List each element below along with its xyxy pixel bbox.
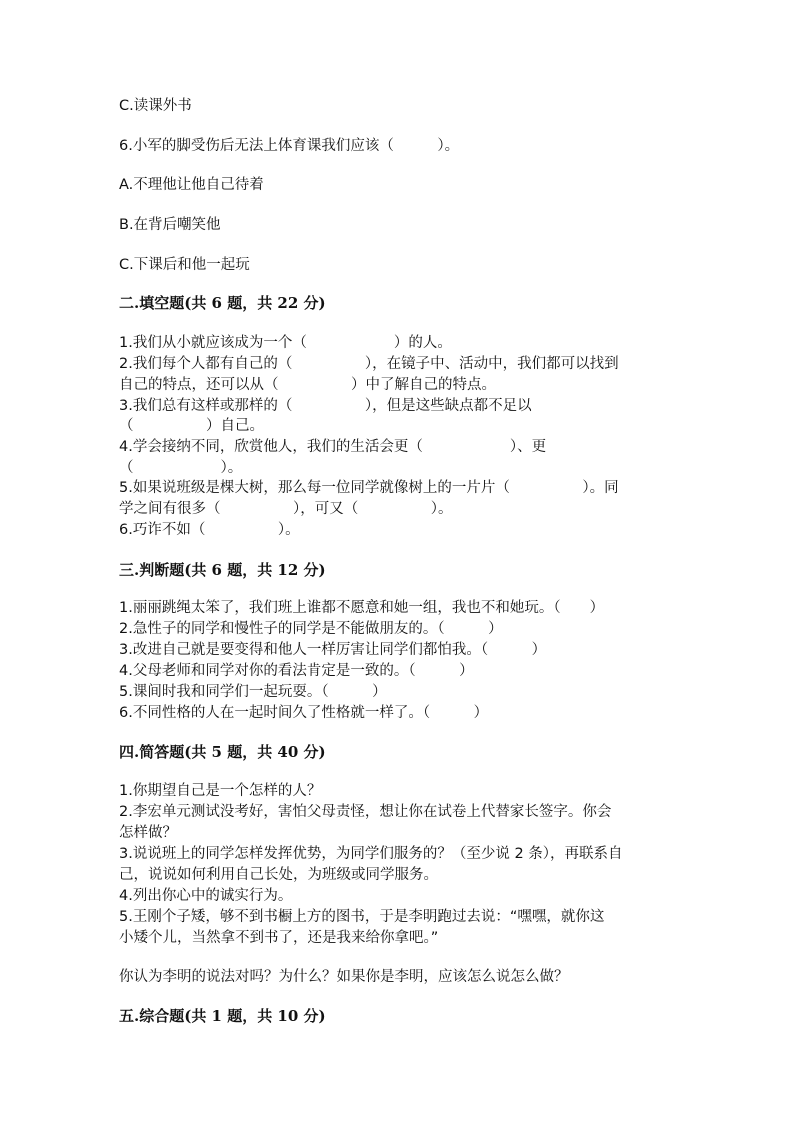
short-answer-line: 4.列出你心中的诚实行为。 xyxy=(119,888,293,904)
fill-blank-line: 3.我们总有这样或那样的（ ），但是这些缺点都不足以 xyxy=(119,398,532,414)
question-6-stem: 6.小军的脚受伤后无法上体育课我们应该（ ）。 xyxy=(119,138,460,154)
short-answer-line: 1.你期望自己是一个怎样的人？ xyxy=(119,783,322,799)
fill-blank-line: 2.我们每个人都有自己的（ ），在镜子中、活动中，我们都可以找到 xyxy=(119,356,619,372)
fill-blank-line: 6.巧诈不如（ ）。 xyxy=(119,522,300,538)
short-answer-followup: 你认为李明的说法对吗？为什么？如果你是李明，应该怎么说怎么做？ xyxy=(119,969,569,985)
fill-blank-line: 5.如果说班级是棵大树，那么每一位同学就像树上的一片片（ ）。同 xyxy=(119,480,619,496)
short-answer-line: 怎样做？ xyxy=(119,825,177,841)
question-6-option-a: A.不理他让他自己待着 xyxy=(119,177,264,193)
option-c-read-books: C.读课外书 xyxy=(119,98,192,114)
fill-blank-line: 4.学会接纳不同，欣赏他人，我们的生活会更（ ）、更 xyxy=(119,439,547,455)
true-false-line: 5.课间时我和同学们一起玩耍。（ ） xyxy=(119,684,387,700)
fill-blank-line: （ ）。 xyxy=(119,460,243,476)
short-answer-line: 5.王刚个子矮，够不到书橱上方的图书，于是李明跑过去说：“嘿嘿，就你这 xyxy=(119,909,605,925)
true-false-line: 4.父母老师和同学对你的看法肯定是一致的。（ ） xyxy=(119,663,474,679)
true-false-line: 3.改进自己就是要变得和他人一样厉害让同学们都怕我。（ ） xyxy=(119,642,547,658)
section-4-heading: 四.简答题(共 5 题，共 40 分) xyxy=(119,743,326,761)
true-false-line: 6.不同性格的人在一起时间久了性格就一样了。（ ） xyxy=(119,705,489,721)
section-2-heading: 二.填空题(共 6 题，共 22 分) xyxy=(119,294,326,312)
short-answer-line: 小矮个儿，当然拿不到书了，还是我来给你拿吧。” xyxy=(119,930,439,946)
true-false-line: 1.丽丽跳绳太笨了，我们班上谁都不愿意和她一组，我也不和她玩。（ ） xyxy=(119,600,605,616)
fill-blank-line: （ ）自己。 xyxy=(119,418,264,434)
fill-blank-line: 自己的特点，还可以从（ ）中了解自己的特点。 xyxy=(119,377,496,393)
short-answer-line: 己，说说如何利用自己长处，为班级或同学服务。 xyxy=(119,867,438,883)
fill-blank-line: 学之间有很多（ ），可又（ ）。 xyxy=(119,501,453,517)
true-false-line: 2.急性子的同学和慢性子的同学是不能做朋友的。（ ） xyxy=(119,621,503,637)
section-5-heading: 五.综合题(共 1 题，共 10 分) xyxy=(119,1007,326,1025)
question-6-option-c: C.下课后和他一起玩 xyxy=(119,257,250,273)
question-6-option-b: B.在背后嘲笑他 xyxy=(119,217,221,233)
fill-blank-line: 1.我们从小就应该成为一个（ ）的人。 xyxy=(119,335,452,351)
section-3-heading: 三.判断题(共 6 题，共 12 分) xyxy=(119,561,326,579)
short-answer-line: 2.李宏单元测试没考好，害怕父母责怪，想让你在试卷上代替家长签字。你会 xyxy=(119,804,612,820)
short-answer-line: 3.说说班上的同学怎样发挥优势，为同学们服务的？（至少说 2 条），再联系自 xyxy=(119,846,623,862)
